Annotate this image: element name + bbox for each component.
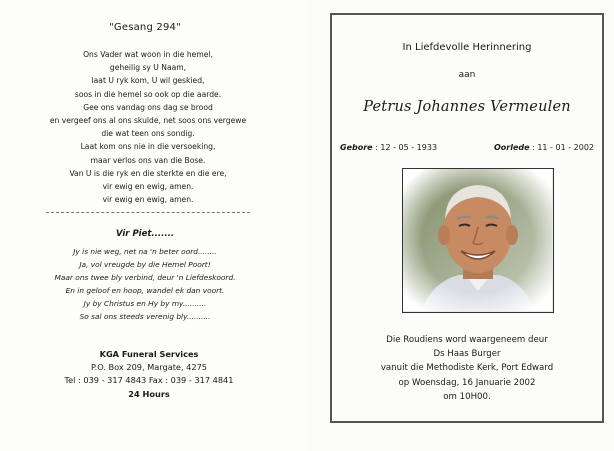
poem-line: En in geloof en hoop, wandel ek dan voort. — [65, 286, 225, 295]
poem-line: Jy is nie weg, net na 'n beter oord........ — [73, 247, 217, 256]
prayer-line: vir ewig en ewig, amen. — [102, 195, 194, 205]
funeral-services-contact: Tel : 039 - 317 4843 Fax : 039 - 317 4841 — [64, 375, 234, 386]
poem-title: Vir Piet....... — [115, 229, 175, 239]
lords-prayer — [0, 48, 296, 206]
poem-line: Jy by Christus en Hy by my.......... — [83, 299, 207, 308]
prayer-line: Van U is die ryk en die sterkte en die ere, — [69, 168, 227, 178]
service-line: op Woensdag, 16 Januarie 2002 — [398, 377, 536, 388]
prayer-line: Gee ons vandag ons dag se brood — [83, 102, 213, 112]
service-line: om 10H00. — [443, 391, 491, 402]
hymn-title: "Gesang 294" — [109, 22, 181, 33]
prayer-line: Laat kom ons nie in die versoeking, — [80, 142, 216, 152]
service-line: Die Roudiens word waargeneem deur — [386, 335, 548, 345]
memorial-title: In Liefdevolle Herinnering — [402, 42, 532, 53]
death-date — [494, 143, 594, 152]
service-line: vanuit die Methodiste Kerk, Port Edward — [380, 363, 554, 374]
prayer-line: maar verlos ons van die Bose. — [90, 155, 206, 165]
funeral-services-block — [0, 348, 298, 401]
section-divider — [46, 212, 250, 213]
birth-date — [340, 143, 437, 152]
service-line: Ds Haas Burger — [433, 349, 501, 360]
portrait-image — [403, 169, 552, 311]
portrait-photo — [402, 168, 554, 313]
funeral-services-address: P.O. Box 209, Margate, 4275 — [90, 362, 208, 373]
poem — [0, 245, 290, 323]
prayer-line: laat U ryk kom, U wil geskied, — [91, 76, 205, 86]
death-label: Oorlede — [493, 143, 530, 152]
birth-label: Gebore — [340, 143, 373, 152]
funeral-services-hours: 24 Hours — [128, 388, 170, 399]
prayer-line: geheilig sy U Naam, — [109, 63, 187, 73]
prayer-line: vir ewig en ewig, amen. — [102, 182, 194, 192]
funeral-services-name: KGA Funeral Services — [99, 349, 199, 359]
poem-line: So sal ons steeds verenig bly.......... — [79, 312, 211, 321]
prayer-line: soos in die hemel so ook op die aarde. — [74, 89, 222, 99]
prayer-line: Ons Vader wat woon in die hemel, — [83, 50, 213, 59]
poem-line: Maar ons twee bly verbind, deur 'n Liefdeskoord. — [54, 273, 236, 282]
memorial-frame — [330, 13, 604, 423]
death-date-value: : 11 - 01 - 2002 — [532, 143, 594, 152]
prayer-line: en vergeef ons al ons skulde, net soos ons vergewe — [49, 116, 247, 126]
memorial-aan: aan — [458, 70, 476, 80]
right-page — [307, 0, 614, 451]
birth-date-value: : 12 - 05 - 1933 — [375, 143, 438, 152]
service-details — [332, 333, 602, 404]
prayer-line: die wat teen ons sondig. — [101, 129, 195, 139]
poem-line: Ja, vol vreugde by die Hemel Poort! — [79, 260, 211, 269]
deceased-name: Petrus Johannes Vermeulen — [363, 99, 571, 115]
